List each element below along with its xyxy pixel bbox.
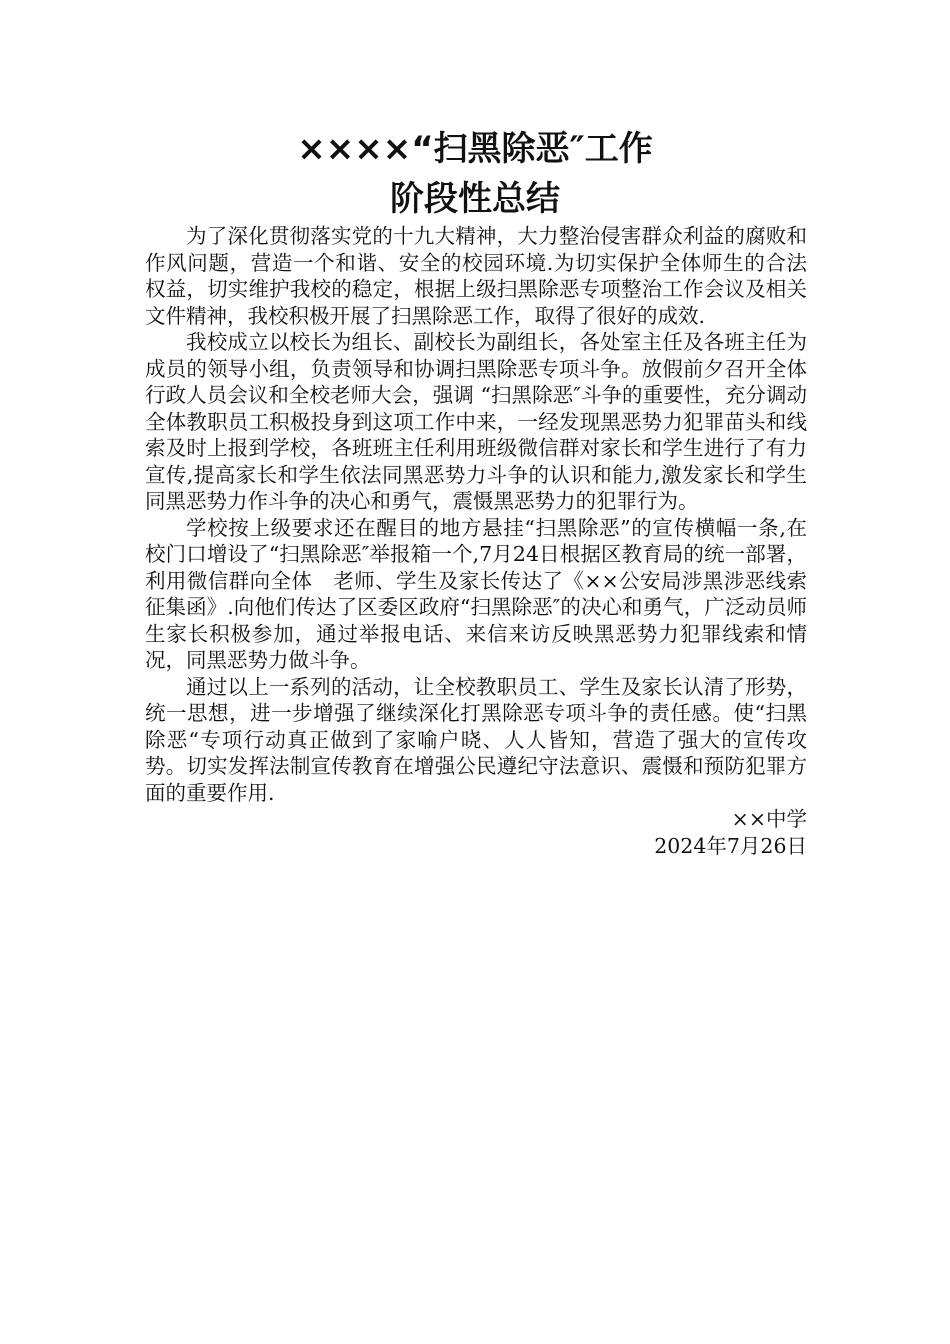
document-title-line2: 阶段性总结 bbox=[390, 179, 560, 219]
document-title-line1: ××××“扫黑除恶″工作 bbox=[297, 129, 653, 169]
paragraph-1: 为了深化贯彻落实党的十九大精神，大力整治侵害群众利益的腐败和作风问题，营造一个和谐、安全的校园环境.为切实保护全体师生的合法权益，切实维护我校的稳定，根据上级扫黑除恶专项整治工作会议及相关文件精神，我校积极开展了扫黑除恶工作，取得了很好的成效. bbox=[145, 224, 807, 328]
paragraph-4: 通过以上一系列的活动，让全校教职员工、学生及家长认清了形势，统一思想，进一步增强了继续深化打黑除恶专项斗争的责任感。使“扫黑除恶“专项行动真正做到了家喻户晓、人人皆知，营造了强大的宣传攻势。切实发挥法制宣传教育在增强公民遵纪守法意识、震慑和预防犯罪方面的重要作用. bbox=[145, 674, 807, 805]
paragraph-3: 学校按上级要求还在醒目的地方悬挂“扫黑除恶”的宣传横幅一条,在校门口增设了“扫黑除恶″举报箱一个,7月24日根据区教育局的统一部署，利用微信群向全体 老师、学生及家长传达了《××公安局涉黑涉恶线索征集函》.向他们传达了区委区政府“扫黑除恶″的决心和勇气，广泛动员师生家长积极参加，通过举报电话、来信来访反映黑恶势力犯罪线索和情况，同黑恶势力做斗争。 bbox=[145, 515, 807, 672]
document-body bbox=[145, 223, 807, 859]
signature-org: ××中学 bbox=[731, 807, 807, 831]
signature-date: 2024年7月26日 bbox=[654, 833, 807, 858]
paragraph-2: 我校成立以校长为组长、副校长为副组长，各处室主任及各班主任为成员的领导小组，负责领导和协调扫黑除恶专项斗争。放假前夕召开全体行政人员会议和全校老师大会，强调 “扫黑除恶″斗争的重要性，充分调动全体教职员工积极投身到这项工作中来，一经发现黑恶势力犯罪苗头和线索及时上报到学校，各班班主任利用班级微信群对家长和学生进行了有力宣传,提高家长和学生依法同黑恶势力斗争的认识和能力,激发家长和学生同黑恶势力作斗争的决心和勇气，震慑黑恶势力的犯罪行为。 bbox=[145, 330, 807, 513]
